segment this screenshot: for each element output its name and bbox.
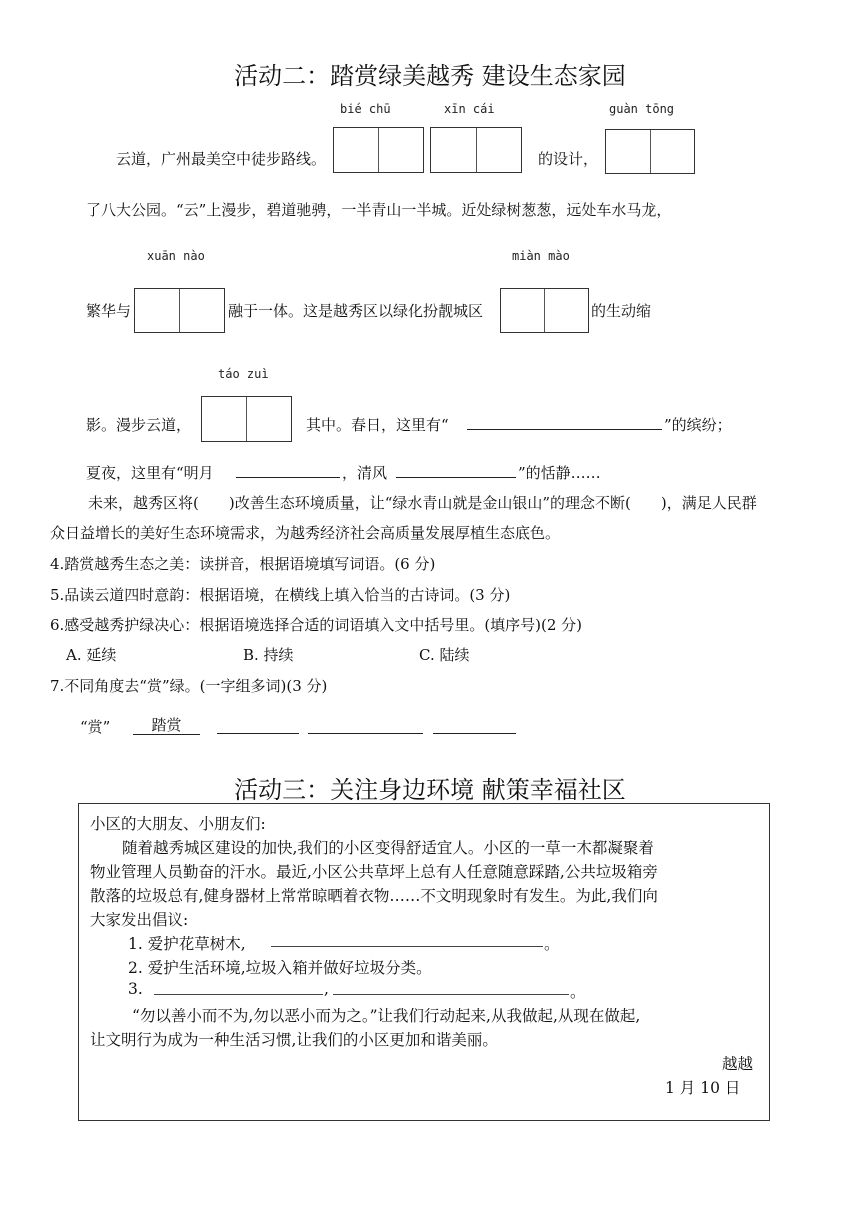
proposal-item-3-comma: , bbox=[324, 980, 329, 998]
passage-line-4b: 其中。春日，这里有“ bbox=[306, 416, 449, 434]
letter-p1-line4: 大家发出倡议: bbox=[90, 911, 189, 929]
answer-box-mian-mao[interactable] bbox=[500, 288, 589, 333]
poem-blank-breeze[interactable] bbox=[396, 477, 516, 478]
option-c: C. 陆续 bbox=[419, 646, 470, 664]
question-7: 7.不同角度去“赏”绿。(一字组多词)(3 分) bbox=[50, 677, 328, 695]
proposal-item-3: 3. bbox=[128, 980, 143, 998]
q7-example: 踏赏 bbox=[133, 716, 200, 735]
passage-line-2: 了八大公园。“云”上漫步，碧道驰骋，一半青山一半城。近处绿树葱葱，远处车水马龙， bbox=[86, 201, 672, 219]
option-b: B. 持续 bbox=[243, 646, 294, 664]
q7-blank-3[interactable] bbox=[433, 733, 516, 734]
answer-box-guan-tong[interactable] bbox=[605, 129, 695, 174]
q7-blank-2[interactable] bbox=[308, 733, 423, 734]
passage-line-6: 未来，越秀区将( )改善生态环境质量，让“绿水青山就是金山银山”的理念不断( )，满足人民群 bbox=[88, 494, 757, 512]
poem-blank-spring[interactable] bbox=[467, 429, 662, 430]
activity2-title: 活动二：踏赏绿美越秀 建设生态家园 bbox=[234, 62, 626, 90]
passage-line-4a: 影。漫步云道， bbox=[86, 416, 192, 434]
answer-box-bie-chu[interactable] bbox=[333, 127, 424, 173]
letter-p2-line2: 让文明行为成为一种生活习惯,让我们的小区更加和谐美丽。 bbox=[90, 1031, 498, 1049]
passage-line-3a: 繁华与 bbox=[86, 302, 132, 320]
option-a: A. 延续 bbox=[66, 646, 117, 664]
proposal-item-1-end: 。 bbox=[544, 935, 560, 953]
passage-line-1b: 的设计， bbox=[538, 150, 599, 168]
q7-blank-1[interactable] bbox=[217, 733, 299, 734]
passage-line-1a: 云道，广州最美空中徒步路线。 bbox=[116, 150, 327, 168]
question-6: 6.感受越秀护绿决心：根据语境选择合适的词语填入文中括号里。(填序号)(2 分) bbox=[50, 616, 583, 634]
question-4: 4.踏赏越秀生态之美：读拼音，根据语境填写词语。(6 分) bbox=[50, 555, 436, 573]
answer-box-xin-cai[interactable] bbox=[430, 127, 522, 173]
pinyin-guan-tong: guàn tōng bbox=[609, 102, 675, 116]
activity3-title: 活动三：关注身边环境 献策幸福社区 bbox=[234, 776, 626, 804]
letter-signature: 越越 bbox=[722, 1055, 754, 1073]
pinyin-tao-zui: táo zuì bbox=[218, 367, 269, 381]
poem-blank-moon[interactable] bbox=[236, 477, 340, 478]
proposal-item-1: 1. 爱护花草树木, bbox=[128, 935, 246, 953]
answer-box-xuan-nao[interactable] bbox=[134, 288, 225, 333]
pinyin-mian-mao: miàn mào bbox=[512, 249, 570, 263]
letter-p1-line3: 散落的垃圾总有,健身器材上常常晾晒着衣物……不文明现象时有发生。为此,我们向 bbox=[90, 887, 658, 905]
proposal-item-3-blank-2[interactable] bbox=[333, 994, 569, 995]
letter-date: 1 月 10 日 bbox=[665, 1079, 741, 1097]
proposal-item-3-blank-1[interactable] bbox=[154, 994, 323, 995]
passage-line-7: 众日益增长的美好生态环境需求，为越秀经济社会高质量发展厚植生态底色。 bbox=[50, 524, 561, 542]
pinyin-xin-cai: xīn cái bbox=[444, 102, 495, 116]
passage-line-4c: ”的缤纷； bbox=[664, 416, 732, 434]
letter-greeting: 小区的大朋友、小朋友们: bbox=[90, 815, 266, 833]
q7-label: “赏” bbox=[80, 718, 111, 736]
proposal-item-3-end: 。 bbox=[570, 983, 586, 1001]
passage-line-5b: ，清风 bbox=[342, 464, 388, 482]
proposal-item-2: 2. 爱护生活环境,垃圾入箱并做好垃圾分类。 bbox=[128, 959, 432, 977]
letter-p1-line1: 随着越秀城区建设的加快,我们的小区变得舒适宜人。小区的一草一木都凝聚着 bbox=[122, 839, 654, 857]
pinyin-bie-chu: bié chū bbox=[340, 102, 391, 116]
pinyin-xuan-nao: xuān nào bbox=[147, 249, 205, 263]
proposal-item-1-blank[interactable] bbox=[271, 946, 543, 947]
answer-box-tao-zui[interactable] bbox=[201, 396, 292, 442]
letter-p2-line1: “勿以善小而不为,勿以恶小而为之。”让我们行动起来,从我做起,从现在做起, bbox=[132, 1007, 641, 1025]
question-5: 5.品读云道四时意韵：根据语境，在横线上填入恰当的古诗词。(3 分) bbox=[50, 586, 511, 604]
letter-p1-line2: 物业管理人员勤奋的汗水。最近,小区公共草坪上总有人任意随意踩踏,公共垃圾箱旁 bbox=[90, 863, 658, 881]
passage-line-3c: 的生动缩 bbox=[591, 302, 652, 320]
passage-line-3b: 融于一体。这是越秀区以绿化扮靓城区 bbox=[228, 302, 484, 320]
passage-line-5a: 夏夜，这里有“明月 bbox=[86, 464, 214, 482]
passage-line-5c: ”的恬静…… bbox=[518, 464, 601, 482]
